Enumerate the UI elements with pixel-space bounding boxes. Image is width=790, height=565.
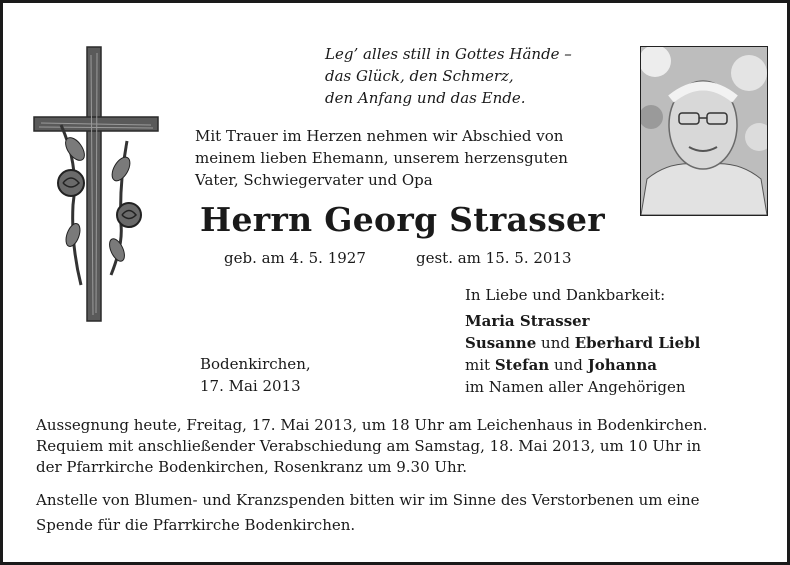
service-info — [36, 415, 707, 478]
donation-line: Spende für die Pfarrkirche Bodenkirchen. — [36, 516, 356, 534]
family-line: im Namen aller Angehörigen — [465, 378, 686, 396]
connector-text: mit — [465, 356, 495, 374]
connector-text: und — [536, 334, 575, 352]
deceased-name: Herrn Georg Strasser — [200, 200, 605, 239]
poem-line: Leg’ alles still in Gottes Hände – — [325, 45, 572, 63]
poem-verse — [325, 43, 572, 109]
mourner-name: Susanne — [465, 334, 537, 352]
date-line: 17. Mai 2013 — [200, 377, 301, 395]
mourner-name: Eberhard Liebl — [574, 334, 701, 352]
death-date: gest. am 15. 5. 2013 — [416, 249, 572, 267]
thanks-line: In Liebe und Dankbarkeit: — [465, 286, 666, 304]
poem-line: das Glück, den Schmerz, — [325, 67, 514, 85]
birth-date: geb. am 4. 5. 1927 — [224, 249, 366, 267]
family-line — [465, 332, 700, 354]
portrait-photo — [640, 46, 768, 216]
mourner-name: Maria Strasser — [465, 312, 590, 330]
service-line: der Pfarrkirche Bodenkirchen, Rosenkranz um 9.30 Uhr. — [36, 458, 468, 476]
family-line — [465, 310, 700, 332]
family-list — [465, 310, 700, 398]
donation-line: Anstelle von Blumen- und Kranzspenden bitten wir im Sinne des Verstorbenen um eine — [36, 491, 700, 509]
intro-text — [195, 125, 568, 191]
place-line: Bodenkirchen, — [200, 355, 311, 373]
donation-info — [36, 488, 700, 538]
mourner-name: Johanna — [587, 356, 657, 374]
intro-line: meinem lieben Ehemann, unserem herzensguten — [195, 149, 568, 167]
place-and-date — [200, 353, 311, 397]
service-line: Aussegnung heute, Freitag, 17. Mai 2013, um 18 Uhr am Leichenhaus in Bodenkirchen. — [36, 416, 708, 434]
connector-text: und — [549, 356, 588, 374]
intro-line: Vater, Schwiegervater und Opa — [195, 171, 433, 189]
cross-with-roses-icon — [31, 45, 161, 325]
mourner-name: Stefan — [494, 356, 550, 374]
poem-line: den Anfang und das Ende. — [325, 89, 526, 107]
family-line — [465, 354, 700, 376]
service-line: Requiem mit anschließender Verabschiedung am Samstag, 18. Mai 2013, um 10 Uhr in — [36, 437, 702, 455]
intro-line: Mit Trauer im Herzen nehmen wir Abschied von — [195, 127, 564, 145]
portrait-image — [641, 47, 767, 215]
